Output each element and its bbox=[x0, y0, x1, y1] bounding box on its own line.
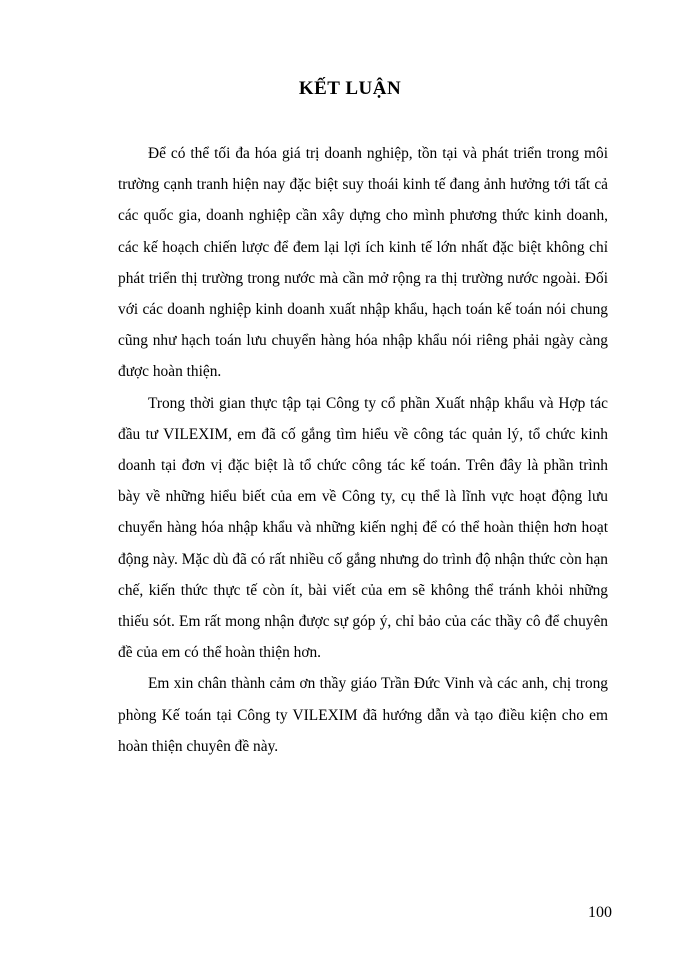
page-number: 100 bbox=[588, 904, 612, 921]
paragraph-1: Để có thể tối đa hóa giá trị doanh nghiệp, tồn tại và phát triển trong môi trường cạnh tranh hiện nay đặc biệt suy thoái kinh tế đang ảnh hưởng tới tất cả các quốc gia, doanh nghiệp cần xây dựng cho mình phương thức kinh doanh, các kế hoạch chiến lược để đem lại lợi ích kinh tế lớn nhất đặc biệt không chỉ phát triển thị trường trong nước mà cần mở rộng ra thị trường nước ngoài. Đối với các doanh nghiệp kinh doanh xuất nhập khẩu, hạch toán kế toán nói chung cũng như hạch toán lưu chuyển hàng hóa nhập khẩu nói riêng phải ngày càng được hoàn thiện. bbox=[118, 145, 608, 381]
page-title: KẾT LUẬN bbox=[298, 78, 402, 99]
paragraph-2: Trong thời gian thực tập tại Công ty cổ phần Xuất nhập khẩu và Hợp tác đầu tư VILEXIM, em đã cố gắng tìm hiểu về công tác quản lý, tổ chức kinh doanh tại đơn vị đặc biệt là tổ chức công tác kế toán. Trên đây là phần trình bày về những hiểu biết của em về Công ty, cụ thể là lĩnh vực hoạt động lưu chuyển hàng hóa nhập khẩu và những kiến nghị để có thể hoàn thiện hơn hoạt động này. Mặc dù đã có rất nhiều cố gắng nhưng do trình độ nhận thức còn hạn chế, kiến thức thực tế còn ít, bài viết của em sẽ không thể tránh khỏi những thiếu sót. Em rất mong nhận được sự góp ý, chỉ bảo của các thầy cô để chuyên đề của em có thể hoàn thiện hơn. bbox=[118, 394, 608, 662]
paragraph-3: Em xin chân thành cảm ơn thầy giáo Trần Đức Vinh và các anh, chị trong phòng Kế toán tại Công ty VILEXIM đã hướng dẫn và tạo điều kiện cho em hoàn thiện chuyên đề này. bbox=[118, 675, 608, 755]
document-body bbox=[118, 138, 608, 762]
